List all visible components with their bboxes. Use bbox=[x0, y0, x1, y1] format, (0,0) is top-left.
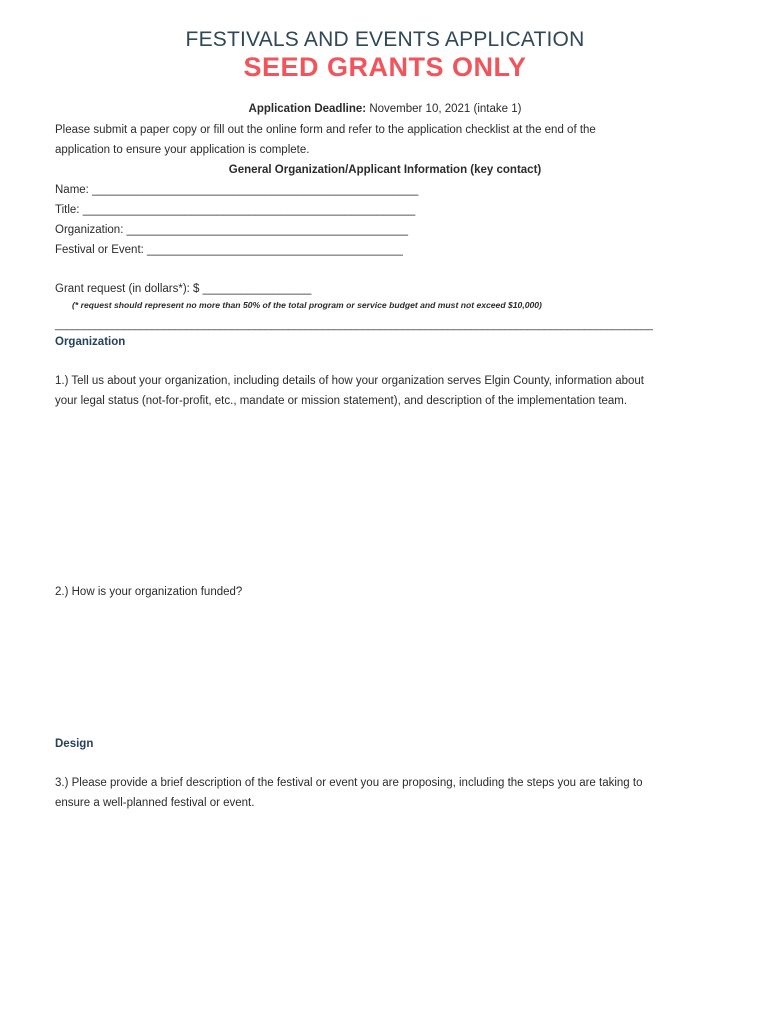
deadline-value: November 10, 2021 (intake 1) bbox=[369, 103, 522, 115]
organization-field[interactable]: Organization: ____________________________________________ bbox=[55, 224, 409, 236]
page-title: FESTIVALS AND EVENTS APPLICATION bbox=[185, 28, 585, 51]
grant-request-field[interactable]: Grant request (in dollars*): $ _________________ bbox=[55, 283, 312, 295]
question-2: 2.) How is your organization funded? bbox=[55, 586, 243, 598]
question-3-line-2: ensure a well-planned festival or event. bbox=[55, 797, 255, 809]
name-field[interactable]: Name: ___________________________________________________ bbox=[55, 184, 419, 196]
question-1-line-2: your legal status (not-for-profit, etc., mandate or mission statement), and description of the implementation team. bbox=[55, 395, 628, 407]
page-subtitle: SEED GRANTS ONLY bbox=[243, 52, 527, 82]
general-info-heading: General Organization/Applicant Information (key contact) bbox=[228, 164, 542, 176]
festival-event-field[interactable]: Festival or Event: ________________________________________ bbox=[55, 244, 403, 256]
section-divider: _________________________________________________________________________________________________________ bbox=[55, 319, 653, 331]
instructions-line-1: Please submit a paper copy or fill out the online form and refer to the application checklist at the end of the bbox=[55, 124, 596, 136]
design-heading: Design bbox=[55, 738, 94, 750]
question-3-line-1: 3.) Please provide a brief description of the festival or event you are proposing, including the steps you are taking to bbox=[55, 777, 643, 789]
question-1-line-1: 1.) Tell us about your organization, including details of how your organization serves Elgin County, information about bbox=[55, 375, 644, 387]
deadline-label: Application Deadline: bbox=[248, 103, 367, 115]
application-deadline bbox=[0, 102, 770, 116]
instructions-line-2: application to ensure your application is complete. bbox=[55, 144, 310, 156]
grant-request-note: (* request should represent no more than 50% of the total program or service budget and must not exceed $10,000) bbox=[72, 300, 542, 310]
title-field[interactable]: Title: ____________________________________________________ bbox=[55, 204, 416, 216]
organization-heading: Organization bbox=[55, 336, 126, 348]
